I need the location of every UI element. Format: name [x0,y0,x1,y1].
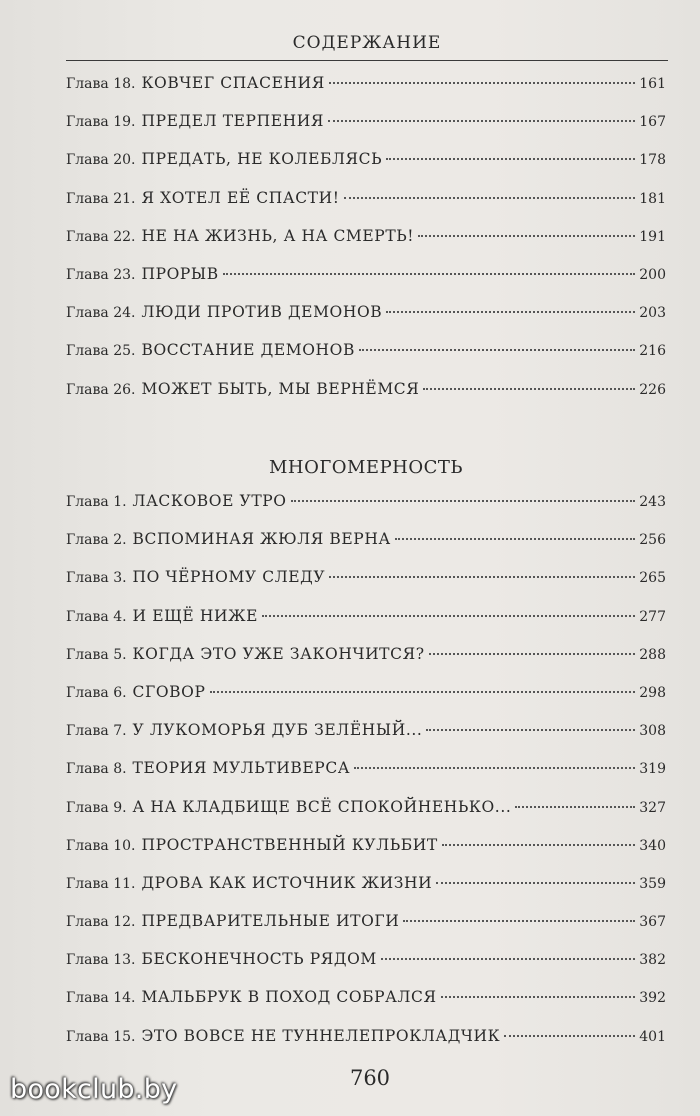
chapter-page-number: 226 [639,381,666,398]
toc-entry [66,112,666,150]
chapter-number: Глава 13. [66,952,136,969]
dot-leader [436,882,635,884]
chapter-number: Глава 7. [66,723,127,740]
toc-entry [66,645,666,683]
chapter-number: Глава 20. [66,152,136,169]
chapter-number: Глава 19. [66,114,136,131]
dot-leader [329,576,635,578]
toc-entry [66,227,666,265]
chapter-number: Глава 3. [66,570,127,587]
chapter-number: Глава 4. [66,608,127,625]
chapter-number: Глава 15. [66,1028,136,1045]
watermark: bookclub.by [10,1074,178,1105]
chapter-number: Глава 2. [66,532,127,549]
chapter-title: ПРОСТРАНСТВЕННЫЙ КУЛЬБИТ [141,835,438,854]
chapter-number: Глава 1. [66,494,127,510]
chapter-title: МОЖЕТ БЫТЬ, МЫ ВЕРНЁМСЯ [141,379,420,398]
chapter-number: Глава 11. [66,875,136,892]
toc-part-2 [66,492,666,1065]
toc-entry [66,836,666,874]
toc-entry [66,988,666,1026]
chapter-page-number: 265 [639,570,666,587]
chapter-page-number: 298 [639,684,666,701]
section-title: МНОГОМЕРНОСТЬ [268,457,464,478]
toc-entry [66,341,666,379]
chapter-title: ВСПОМИНАЯ ЖЮЛЯ ВЕРНА [132,530,391,549]
dot-leader [381,958,635,960]
chapter-title: У ЛУКОМОРЬЯ ДУБ ЗЕЛЁНЫЙ... [132,721,423,740]
chapter-title: НЕ НА ЖИЗНЬ, А НА СМЕРТЬ! [141,226,415,245]
toc-entry [66,683,666,721]
toc-entry [66,759,666,797]
chapter-number: Глава 9. [66,799,127,816]
toc-entry [66,798,666,836]
chapter-number: Глава 18. [66,76,136,92]
chapter-page-number: 367 [639,914,666,931]
chapter-title: ЭТО ВОВСЕ НЕ ТУННЕЛЕПРОКЛАДЧИК [141,1026,501,1045]
toc-part-1 [66,74,666,418]
chapter-number: Глава 21. [66,190,136,207]
chapter-page-number: 392 [639,990,666,1007]
toc-entry [66,874,666,912]
dot-leader [354,767,635,769]
chapter-page-number: 181 [639,190,666,207]
chapter-page-number: 382 [639,952,666,969]
chapter-title: ПРЕДЕЛ ТЕРПЕНИЯ [141,112,324,131]
chapter-title: КОВЧЕГ СПАСЕНИЯ [141,74,325,92]
dot-leader [429,653,636,655]
dot-leader [328,120,635,122]
toc-entry [66,607,666,645]
chapter-page-number: 178 [639,152,666,169]
chapter-page-number: 340 [639,837,666,854]
dot-leader [223,273,635,275]
header-rule [66,60,668,61]
chapter-title: Я ХОТЕЛ ЕЁ СПАСТИ! [141,188,340,207]
toc-entry [66,492,666,530]
chapter-page-number: 256 [639,532,666,549]
chapter-title: БЕСКОНЕЧНОСТЬ РЯДОМ [141,950,377,969]
chapter-number: Глава 23. [66,266,136,283]
chapter-page-number: 359 [639,875,666,892]
dot-leader [386,311,635,313]
chapter-page-number: 288 [639,646,666,663]
dot-leader [262,615,635,617]
chapter-title: ДРОВА КАК ИСТОЧНИК ЖИЗНИ [141,873,433,892]
chapter-number: Глава 10. [66,837,136,854]
page-number: 760 [349,1066,391,1090]
chapter-page-number: 167 [639,114,666,131]
chapter-title: ВОССТАНИЕ ДЕМОНОВ [141,341,355,360]
dot-leader [418,235,635,237]
chapter-page-number: 216 [639,343,666,360]
dot-leader [359,349,635,351]
toc-entry [66,530,666,568]
chapter-title: ЛЮДИ ПРОТИВ ДЕМОНОВ [141,303,383,322]
chapter-page-number: 308 [639,723,666,740]
chapter-title: ЛАСКОВОЕ УТРО [132,492,287,510]
chapter-number: Глава 14. [66,990,136,1007]
dot-leader [426,729,635,731]
chapter-number: Глава 5. [66,646,127,663]
chapter-title: А НА КЛАДБИЩЕ ВСЁ СПОКОЙНЕНЬКО... [132,797,512,816]
toc-entry [66,568,666,606]
chapter-page-number: 243 [639,494,666,510]
toc-entry [66,265,666,303]
toc-entry [66,189,666,227]
chapter-page-number: 200 [639,266,666,283]
chapter-page-number: 401 [639,1028,666,1045]
dot-leader [423,388,635,390]
chapter-title: СГОВОР [132,682,206,701]
toc-entry [66,303,666,341]
dot-leader [442,844,635,846]
chapter-page-number: 203 [639,305,666,322]
chapter-page-number: 319 [639,761,666,778]
chapter-title: ПРЕДВАРИТЕЛЬНЫЕ ИТОГИ [141,912,400,931]
running-head: СОДЕРЖАНИЕ [292,33,442,53]
toc-entry [66,74,666,112]
toc-entry [66,950,666,988]
dot-leader [441,996,636,998]
chapter-title: ТЕОРИЯ МУЛЬТИВЕРСА [132,759,351,778]
chapter-number: Глава 26. [66,381,136,398]
dot-leader [504,1035,635,1037]
toc-entry [66,150,666,188]
chapter-title: МАЛЬБРУК В ПОХОД СОБРАЛСЯ [141,988,437,1007]
toc-entry [66,1027,666,1065]
chapter-page-number: 191 [639,228,666,245]
chapter-title: КОГДА ЭТО УЖЕ ЗАКОНЧИТСЯ? [132,644,425,663]
dot-leader [386,158,635,160]
chapter-number: Глава 25. [66,343,136,360]
chapter-page-number: 161 [639,76,666,92]
chapter-page-number: 327 [639,799,666,816]
chapter-title: ПО ЧЁРНОМУ СЛЕДУ [132,568,326,587]
chapter-title: ПРЕДАТЬ, НЕ КОЛЕБЛЯСЬ [141,150,383,169]
dot-leader [210,691,636,693]
chapter-title: И ЕЩЁ НИЖЕ [132,606,258,625]
chapter-page-number: 277 [639,608,666,625]
chapter-number: Глава 12. [66,914,136,931]
chapter-number: Глава 24. [66,305,136,322]
dot-leader [395,538,635,540]
toc-entry [66,721,666,759]
chapter-number: Глава 22. [66,228,136,245]
dot-leader [344,197,636,199]
dot-leader [403,920,635,922]
chapter-number: Глава 8. [66,761,127,778]
toc-entry [66,912,666,950]
dot-leader [515,806,635,808]
chapter-title: ПРОРЫВ [141,264,219,283]
toc-entry [66,380,666,418]
chapter-number: Глава 6. [66,684,127,701]
dot-leader [291,500,636,502]
dot-leader [329,82,635,84]
